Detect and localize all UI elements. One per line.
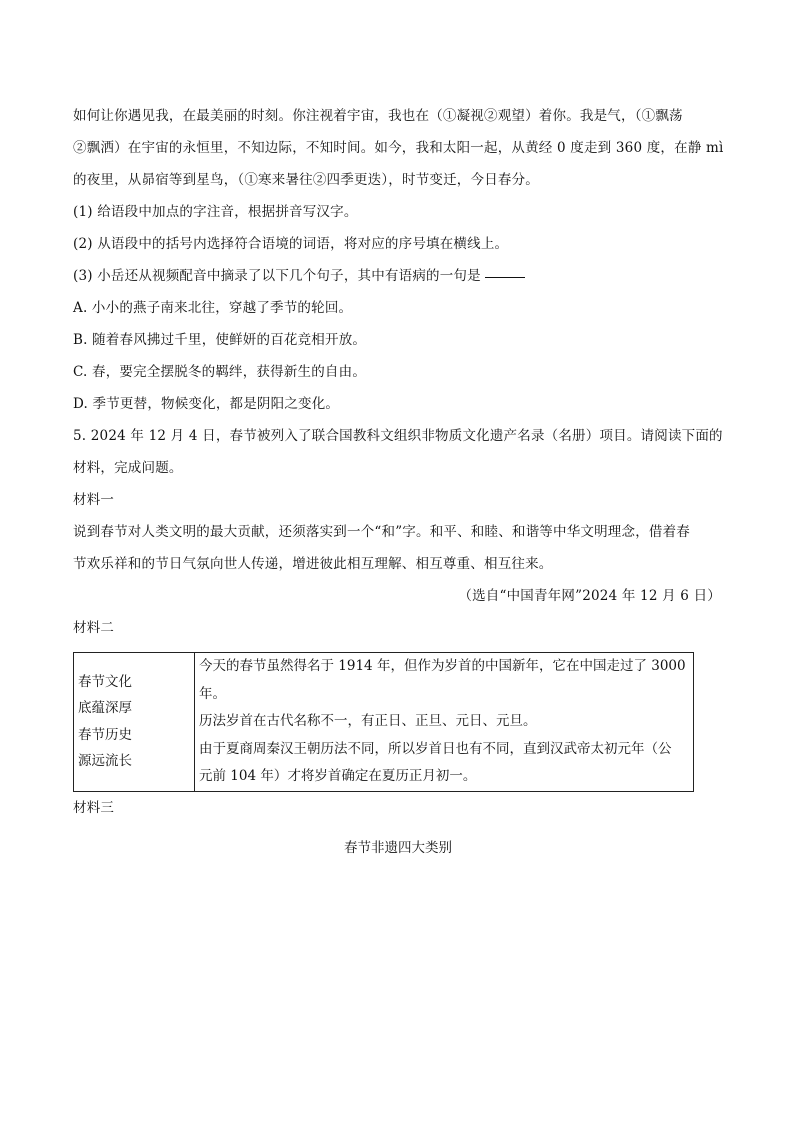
paragraph-line: 的夜里，从昴宿等到星鸟，（①寒来暑往②四季更迭），时节变迁，今日春分。 xyxy=(73,172,539,188)
table-left-line: 春节历史 xyxy=(78,726,132,743)
material-1-line: 节欢乐祥和的节日气氛向世人传递，增进彼此相互理解、相互尊重、相互往来。 xyxy=(73,556,553,572)
question-5-line: 5. 2024 年 12 月 4 日，春节被列入了联合国教科文组织非物质文化遗产名录（名册）项目。请阅读下面的 xyxy=(73,428,723,444)
table-right-cell xyxy=(195,653,694,792)
option-c: C. 春，要完全摆脱冬的羁绊，获得新生的自由。 xyxy=(73,364,367,380)
material-3-caption: 春节非遗四大类别 xyxy=(344,839,452,856)
paragraph-line: ②飘洒）在宇宙的永恒里，不知边际，不知时间。如今，我和太阳一起，从黄经 0 度走到 360 度，在静 mì xyxy=(73,140,724,156)
table-left-cell xyxy=(74,653,195,792)
question-3-line xyxy=(73,260,723,292)
table-left-line: 源远流长 xyxy=(78,753,132,770)
material-3-heading: 材料三 xyxy=(73,799,115,816)
option-d: D. 季节更替，物候变化，都是阴阳之变化。 xyxy=(73,396,340,412)
question-1: (1) 给语段中加点的字注音，根据拼音写汉字。 xyxy=(73,204,358,220)
document-content xyxy=(73,100,723,864)
option-a: A. 小小的燕子南来北往，穿越了季节的轮回。 xyxy=(73,300,353,316)
table-right-line: 年。 xyxy=(199,685,226,702)
table-right-line: 历法岁首在古代名称不一，有正日、正旦、元日、元旦。 xyxy=(199,713,537,729)
table-left-line: 底蕴深厚 xyxy=(78,700,132,717)
table-left-line: 春节文化 xyxy=(78,673,132,690)
material-2-heading: 材料二 xyxy=(73,620,115,636)
material-1-heading: 材料一 xyxy=(73,492,115,508)
table-right-line: 今天的春节虽然得名于 1914 年，但作为岁首的中国新年，它在中国走过了 3000 xyxy=(199,658,686,674)
question-3: (3) 小岳还从视频配音中摘录了以下几个句子，其中有语病的一句是 xyxy=(73,268,481,284)
material-1-line: 说到春节对人类文明的最大贡献，还须落实到一个“和”字。和平、和睦、和谐等中华文明理念，借着春 xyxy=(73,524,691,540)
table-right-line: 由于夏商周秦汉王朝历法不同，所以岁首日也有不同，直到汉武帝太初元年（公 xyxy=(199,740,672,757)
table-row xyxy=(74,653,694,792)
material-2-table xyxy=(73,652,694,792)
answer-blank[interactable] xyxy=(485,276,525,278)
table-right-line: 元前 104 年）才将岁首确定在夏历正月初一。 xyxy=(199,768,477,784)
paragraph-line: 如何让你遇见我，在最美丽的时刻。你注视着宇宙，我也在（①凝视②观望）着你。我是气，（①飘荡 xyxy=(73,108,683,124)
option-b: B. 随着春风拂过千里，使鲜妍的百花竞相开放。 xyxy=(73,332,367,348)
question-5-line: 材料，完成问题。 xyxy=(73,460,183,476)
question-2: (2) 从语段中的括号内选择符合语境的词语，将对应的序号填在横线上。 xyxy=(73,236,509,252)
material-1-source: （选自“中国青年网”2024 年 12 月 6 日） xyxy=(458,588,721,604)
